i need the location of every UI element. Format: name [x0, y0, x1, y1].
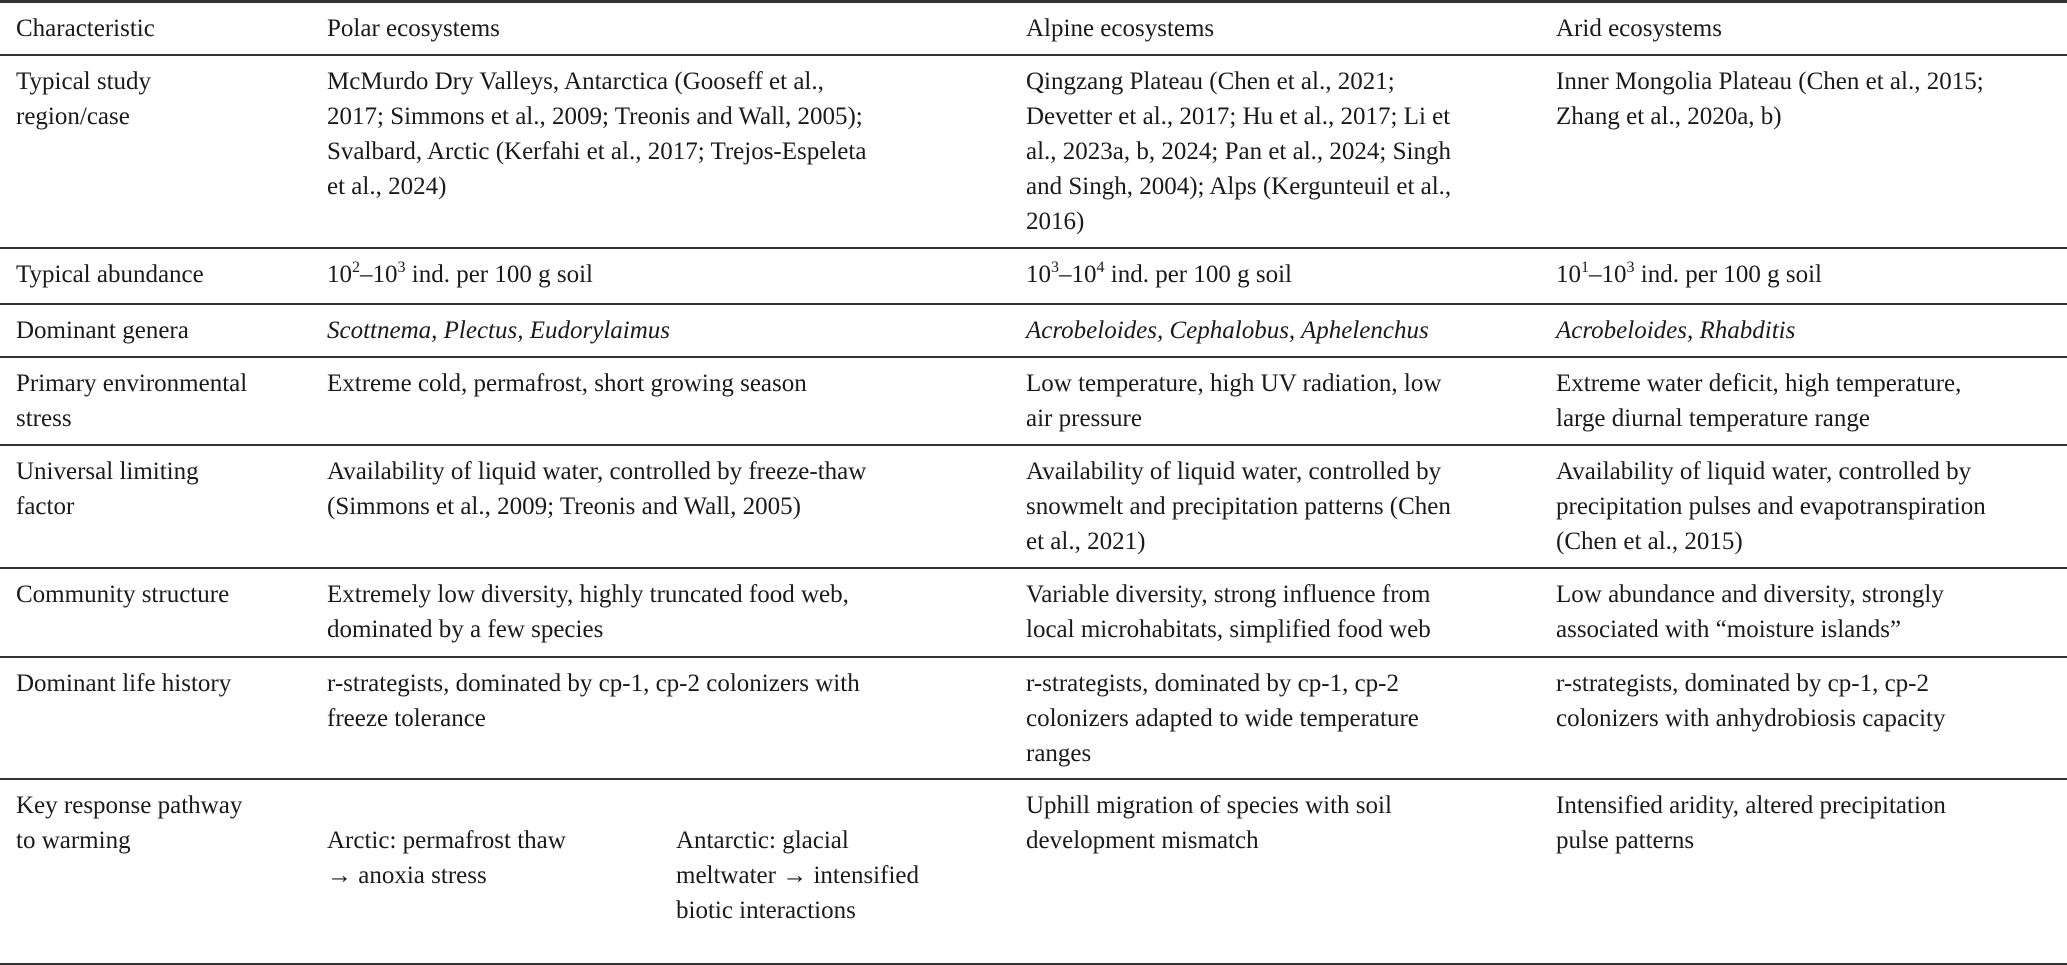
- abundance-unit: ind. per 100 g soil: [1634, 260, 1822, 288]
- abundance-exponent: 2: [352, 258, 360, 276]
- row-label: Primary environmental stress: [16, 369, 248, 432]
- abundance-unit: ind. per 100 g soil: [405, 260, 593, 288]
- abundance-base: –10: [1589, 260, 1627, 288]
- cell-arid: Availability of liquid water, controlled by precipitation pulses and evapotranspiration (Chen et al., 2015): [1556, 457, 1986, 555]
- header-polar: Polar ecosystems: [327, 15, 500, 42]
- cell-alpine: [1026, 248, 1556, 304]
- cell-arid: r-strategists, dominated by cp-1, cp-2 colonizers with anhydrobiosis capacity: [1556, 669, 1946, 732]
- polar-subcolumns: [327, 823, 1026, 928]
- cell-polar: Scottnema, Plectus, Eudorylaimus: [327, 316, 670, 344]
- cell-alpine: Qingzang Plateau (Chen et al., 2021; Devetter et al., 2017; Hu et al., 2017; Li et al., 2023a, b, 2024; Pan et al., 2024; Singh and Singh, 2004); Alps (Kergunteuil et al., 2016): [1026, 67, 1452, 235]
- table-row: [0, 55, 2067, 248]
- row-label: Dominant genera: [16, 316, 189, 344]
- table-row: [0, 568, 2067, 657]
- abundance-exponent: 1: [1581, 258, 1589, 276]
- cell-arid: Inner Mongolia Plateau (Chen et al., 2015; Zhang et al., 2020a, b): [1556, 67, 1984, 130]
- cell-alpine: Low temperature, high UV radiation, low air pressure: [1026, 369, 1442, 432]
- abundance-exponent: 4: [1096, 258, 1105, 276]
- cell-polar: McMurdo Dry Valleys, Antarctica (Gooseff et al., 2017; Simmons et al., 2009; Treonis and Wall, 2005); Svalbard, Arctic (Kerfahi et al., 2017; Trejos-Espeleta et al., 2024): [327, 67, 867, 200]
- cell-arid: Extreme water deficit, high temperature, large diurnal temperature range: [1556, 369, 1962, 432]
- abundance-exponent: 3: [1626, 258, 1635, 276]
- row-label: Universal limiting factor: [16, 457, 199, 520]
- cell-alpine: Uphill migration of species with soil development mismatch: [1026, 791, 1392, 854]
- abundance-base: –10: [1059, 260, 1097, 288]
- cell-alpine: r-strategists, dominated by cp-1, cp-2 colonizers adapted to wide temperature ranges: [1026, 669, 1419, 767]
- row-label: Community structure: [16, 580, 230, 608]
- table-row: [0, 657, 2067, 779]
- header-characteristic: Characteristic: [16, 15, 155, 42]
- header-alpine: Alpine ecosystems: [1026, 15, 1215, 42]
- abundance-base: 10: [327, 260, 352, 288]
- cell-polar: r-strategists, dominated by cp-1, cp-2 colonizers with freeze tolerance: [327, 669, 860, 732]
- row-label: Dominant life history: [16, 669, 232, 697]
- row-label: Typical abundance: [16, 260, 204, 288]
- cell-polar: Availability of liquid water, controlled by freeze-thaw (Simmons et al., 2009; Treonis and Wall, 2005): [327, 457, 867, 520]
- cell-arid: Acrobeloides, Rhabditis: [1556, 316, 1796, 344]
- cell-arid: Low abundance and diversity, strongly associated with “moisture islands”: [1556, 580, 1944, 643]
- cell-polar: Extremely low diversity, highly truncated food web, dominated by a few species: [327, 580, 849, 643]
- cell-arid: Intensified aridity, altered precipitation pulse patterns: [1556, 791, 1946, 854]
- row-label: Typical study region/case: [16, 67, 152, 130]
- cell-polar: Extreme cold, permafrost, short growing season: [327, 369, 807, 397]
- table-row: [0, 445, 2067, 568]
- header-arid: Arid ecosystems: [1556, 15, 1722, 42]
- cell-polar: [327, 248, 1026, 304]
- abundance-base: 10: [1556, 260, 1581, 288]
- cell-alpine: Acrobeloides, Cephalobus, Aphelenchus: [1026, 316, 1429, 344]
- cell-alpine: Variable diversity, strong influence from local microhabitats, simplified food web: [1026, 580, 1431, 643]
- table-row: [0, 357, 2067, 445]
- cell-polar-antarctic: Antarctic: glacial meltwater → intensified biotic interactions: [676, 826, 919, 924]
- abundance-base: –10: [360, 260, 398, 288]
- cell-alpine: Availability of liquid water, controlled by snowmelt and precipitation patterns (Chen et al., 2021): [1026, 457, 1451, 555]
- cell-polar: [327, 779, 1026, 964]
- cell-arid: [1556, 248, 2067, 304]
- table-row: [0, 304, 2067, 357]
- abundance-exponent: 3: [397, 258, 406, 276]
- abundance-base: 10: [1026, 260, 1051, 288]
- abundance-exponent: 3: [1051, 258, 1059, 276]
- header-row: [0, 2, 2067, 55]
- row-label: Key response pathway to warming: [16, 791, 243, 854]
- cell-polar-arctic: Arctic: permafrost thaw → anoxia stress: [327, 826, 566, 889]
- table-row: [0, 779, 2067, 964]
- abundance-unit: ind. per 100 g soil: [1104, 260, 1292, 288]
- table-row: [0, 248, 2067, 304]
